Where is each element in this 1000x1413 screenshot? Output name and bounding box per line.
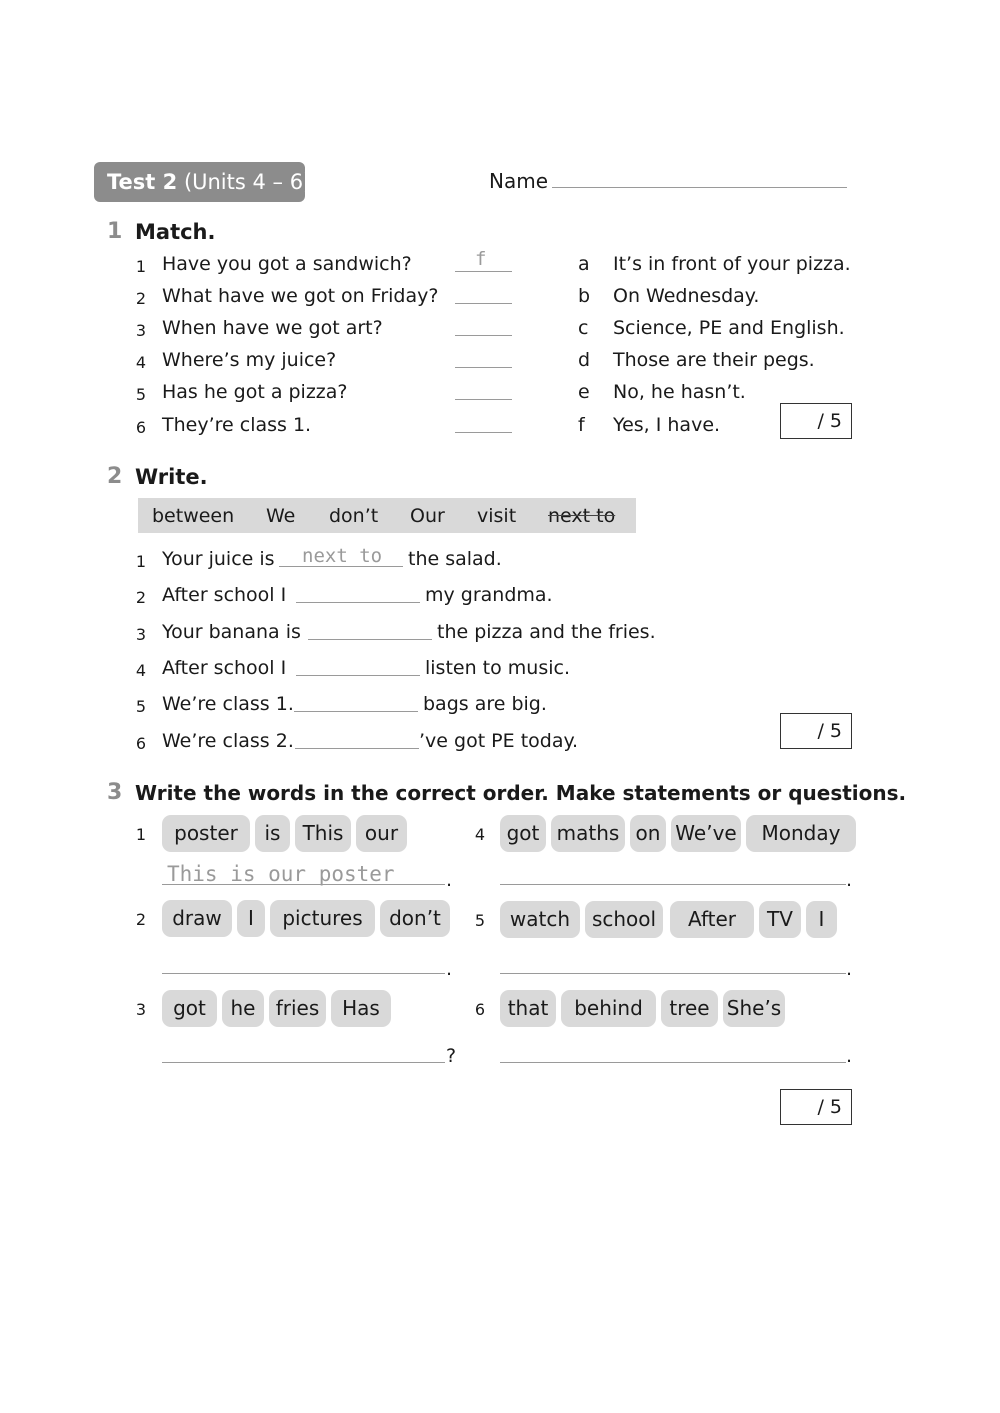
question-text: Where’s my juice? bbox=[162, 349, 337, 371]
end-punctuation: ? bbox=[446, 1045, 457, 1067]
sentence-after: the pizza and the fries. bbox=[437, 621, 656, 643]
option-letter: e bbox=[578, 381, 590, 403]
units-label: (Units 4 – 6) bbox=[183, 170, 312, 194]
answer-blank[interactable] bbox=[455, 367, 512, 368]
sentence-before: We’re class 1. bbox=[162, 693, 294, 715]
item-number: 3 bbox=[135, 1000, 147, 1019]
word-tile[interactable]: She’s bbox=[723, 990, 785, 1027]
option-text: Science, PE and English. bbox=[613, 317, 845, 339]
word-tile[interactable]: poster bbox=[162, 815, 250, 852]
sentence-number: 5 bbox=[135, 697, 147, 716]
question-number: 2 bbox=[135, 289, 147, 308]
sentence-after: bags are big. bbox=[423, 693, 547, 715]
sentence-after: my grandma. bbox=[425, 584, 553, 606]
question-text: What have we got on Friday? bbox=[162, 285, 439, 307]
option-text: No, he hasn’t. bbox=[613, 381, 746, 403]
answer-blank[interactable] bbox=[308, 639, 432, 640]
option-text: On Wednesday. bbox=[613, 285, 760, 307]
score-box[interactable]: / 5 bbox=[780, 713, 852, 749]
word-tile[interactable]: watch bbox=[500, 901, 580, 938]
word-bank-word-used: next to bbox=[548, 505, 616, 527]
section3-number: 3 bbox=[107, 780, 123, 805]
answer-line[interactable] bbox=[162, 973, 445, 974]
sentence-number: 3 bbox=[135, 625, 147, 644]
answer-blank[interactable] bbox=[296, 602, 420, 603]
section2-title: Write. bbox=[135, 465, 208, 489]
item-number: 6 bbox=[474, 1000, 486, 1019]
section2-number: 2 bbox=[107, 464, 123, 489]
question-number: 6 bbox=[135, 418, 147, 437]
option-letter: b bbox=[578, 285, 591, 307]
end-punctuation: . bbox=[446, 958, 453, 980]
end-punctuation: . bbox=[446, 869, 453, 891]
word-tile[interactable]: I bbox=[237, 900, 265, 937]
question-number: 5 bbox=[135, 385, 147, 404]
word-tile[interactable]: school bbox=[585, 901, 663, 938]
word-tile[interactable]: Has bbox=[331, 990, 391, 1027]
score-box[interactable]: / 5 bbox=[780, 1089, 852, 1125]
word-tile[interactable]: TV bbox=[759, 901, 801, 938]
answer-blank[interactable] bbox=[455, 432, 512, 433]
question-text: They’re class 1. bbox=[162, 414, 312, 436]
score-box[interactable]: / 5 bbox=[780, 403, 852, 439]
end-punctuation: . bbox=[846, 869, 853, 891]
end-punctuation: . bbox=[846, 1045, 853, 1067]
sentence-before: Your juice is bbox=[162, 548, 275, 570]
word-tile[interactable]: pictures bbox=[270, 900, 375, 937]
answer-line[interactable] bbox=[500, 884, 846, 885]
item-number: 5 bbox=[474, 911, 486, 930]
answer-blank[interactable] bbox=[455, 335, 512, 336]
item-number: 2 bbox=[135, 910, 147, 929]
sentence-before: Your banana is bbox=[162, 621, 301, 643]
question-number: 4 bbox=[135, 353, 147, 372]
word-tile[interactable]: We’ve bbox=[671, 815, 741, 852]
item-number: 4 bbox=[474, 825, 486, 844]
test-title-badge bbox=[94, 162, 312, 202]
word-tile[interactable]: got bbox=[500, 815, 546, 852]
sentence-after: ’ve got PE today. bbox=[419, 730, 579, 752]
sentence-number: 1 bbox=[135, 552, 147, 571]
answer-line[interactable] bbox=[500, 1062, 846, 1063]
section3-title: Write the words in the correct order. Make statements or questions. bbox=[135, 781, 907, 805]
sentence-number: 4 bbox=[135, 661, 147, 680]
word-tile[interactable]: fries bbox=[269, 990, 326, 1027]
question-text: When have we got art? bbox=[162, 317, 383, 339]
end-punctuation: . bbox=[846, 958, 853, 980]
word-tile[interactable]: Monday bbox=[746, 815, 856, 852]
answer-blank[interactable] bbox=[455, 303, 512, 304]
option-text: Yes, I have. bbox=[613, 414, 721, 436]
answer-handwritten: next to bbox=[302, 545, 383, 567]
answer-handwritten: This is our poster bbox=[167, 862, 395, 886]
question-text: Have you got a sandwich? bbox=[162, 253, 412, 275]
word-tile[interactable]: he bbox=[222, 990, 264, 1027]
answer-line[interactable] bbox=[162, 1062, 445, 1063]
option-letter: c bbox=[578, 317, 589, 339]
sentence-before: We’re class 2. bbox=[162, 730, 294, 752]
name-field[interactable] bbox=[552, 187, 847, 188]
word-tile[interactable]: don’t bbox=[380, 900, 450, 937]
section1-number: 1 bbox=[107, 219, 123, 244]
word-bank-word: visit bbox=[477, 505, 517, 527]
word-tile[interactable]: got bbox=[162, 990, 217, 1027]
word-tile[interactable]: This bbox=[295, 815, 351, 852]
word-tile[interactable]: After bbox=[670, 901, 754, 938]
sentence-number: 6 bbox=[135, 734, 147, 753]
option-text: Those are their pegs. bbox=[613, 349, 815, 371]
answer-blank[interactable] bbox=[296, 675, 420, 676]
test-label: Test 2 bbox=[107, 170, 178, 194]
option-letter: a bbox=[578, 253, 590, 275]
sentence-after: listen to music. bbox=[425, 657, 571, 679]
word-bank-word: don’t bbox=[329, 505, 379, 527]
word-tile[interactable]: that bbox=[500, 990, 556, 1027]
question-number: 1 bbox=[135, 257, 147, 276]
word-bank-word: Our bbox=[410, 505, 445, 527]
word-tile[interactable]: on bbox=[630, 815, 666, 852]
answer-line[interactable] bbox=[500, 973, 846, 974]
word-bank-word: We bbox=[266, 505, 296, 527]
answer-blank[interactable] bbox=[455, 399, 512, 400]
word-tile[interactable]: is bbox=[255, 815, 290, 852]
word-tile[interactable]: I bbox=[806, 901, 837, 938]
option-letter: f bbox=[578, 414, 585, 436]
word-tile[interactable]: tree bbox=[661, 990, 718, 1027]
question-text: Has he got a pizza? bbox=[162, 381, 348, 403]
question-number: 3 bbox=[135, 321, 147, 340]
answer-blank[interactable] bbox=[294, 711, 418, 712]
word-tile[interactable]: behind bbox=[561, 990, 656, 1027]
word-tile[interactable]: maths bbox=[551, 815, 625, 852]
word-tile[interactable]: our bbox=[356, 815, 407, 852]
sentence-before: After school I bbox=[162, 584, 287, 606]
answer-blank[interactable] bbox=[295, 748, 419, 749]
option-letter: d bbox=[578, 349, 591, 371]
answer-handwritten: f bbox=[475, 248, 487, 270]
sentence-after: the salad. bbox=[408, 548, 502, 570]
item-number: 1 bbox=[135, 825, 147, 844]
answer-blank[interactable] bbox=[455, 271, 512, 272]
word-tile[interactable]: draw bbox=[162, 900, 232, 937]
name-label: Name bbox=[489, 169, 549, 193]
sentence-before: After school I bbox=[162, 657, 287, 679]
section1-title: Match. bbox=[135, 220, 216, 244]
sentence-number: 2 bbox=[135, 588, 147, 607]
option-text: It’s in front of your pizza. bbox=[613, 253, 851, 275]
word-bank-word: between bbox=[152, 505, 235, 527]
